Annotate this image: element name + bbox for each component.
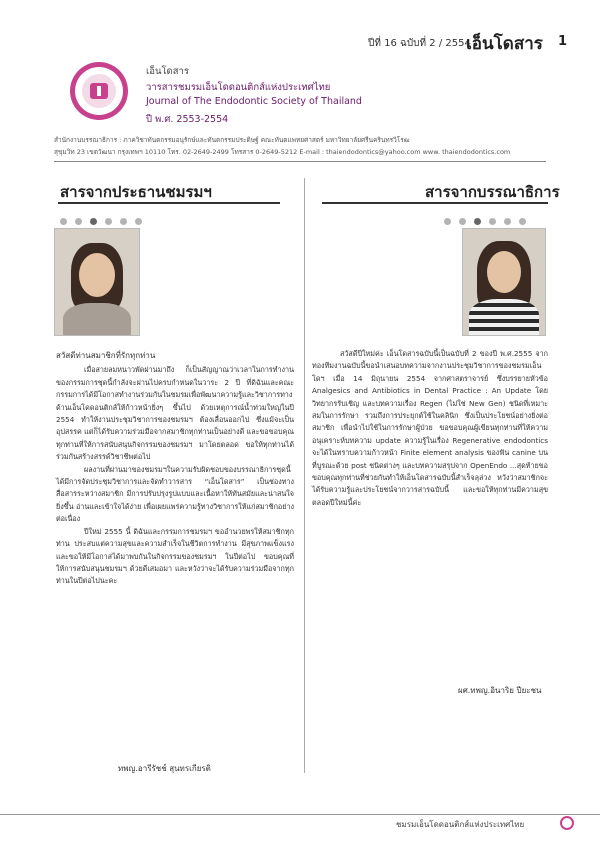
editor-photo <box>462 228 546 336</box>
president-signature: ทพญ.อารีรัชช์ สุนทรเกียรติ <box>118 764 211 773</box>
footer-label: ชมรมเอ็นโดดอนติกส์แห่งประเทศไทย <box>396 820 525 829</box>
page-number: 1 <box>558 34 568 49</box>
address-line-1: สำนักงานบรรณาธิการ : ภาควิชาทันตกรรมอนุรักษ์และทันตกรรมประดิษฐ์ คณะทันตแพทยศาสตร์ มหาวิทยาลัยศรีนครินทรวิโรฒ <box>54 136 410 144</box>
masthead-year: ปี พ.ศ. 2553-2554 <box>146 114 229 125</box>
editor-message-title: สารจากบรรณาธิการ <box>425 183 560 201</box>
journal-name: เอ็นโดสาร <box>466 34 543 54</box>
masthead-title: เอ็นโดสาร <box>146 66 189 77</box>
decorative-dots <box>444 210 534 218</box>
footer-divider <box>0 814 600 815</box>
header-divider <box>54 161 546 162</box>
masthead-org: วารสารชมรมเอ็นโดดอนติกส์แห่งประเทศไทย <box>146 82 331 93</box>
dot <box>519 218 526 225</box>
dot <box>75 218 82 225</box>
decorative-dots <box>60 210 150 218</box>
issue-label: ปีที่ 16 ฉบับที่ 2 / 2554 : <box>368 38 478 49</box>
dot <box>489 218 496 225</box>
dot <box>504 218 511 225</box>
salutation: สวัสดีท่านสมาชิกที่รักทุกท่าน <box>56 351 156 360</box>
section-underline <box>322 202 548 204</box>
dot <box>474 218 481 225</box>
photo-face <box>487 251 521 293</box>
paragraph: ผลงานที่ผ่านมาของชมรมฯในความรับผิดชอบของบรรณาธิการชุดนี้ ได้มีการจัดประชุมวิชาการและจัดทำวารสาร “เอ็นโดสาร” เป็นช่องทางสื่อสารระหว่างสมาชิก มีการปรับปรุงรูปแบบและเนื้อหาให้ทันสมัยและน่าสนใจยิ่งขึ้น อ่านและเข้าใจได้ง่าย เพื่อเผยแพร่ความรู้ทางวิชาการให้แก่สมาชิกอย่างต่อเนื่อง <box>56 464 294 524</box>
president-photo <box>54 228 140 336</box>
editor-message-body <box>312 348 548 509</box>
tooth-icon <box>90 83 108 99</box>
editor-signature: ผศ.ทพญ.อินาริย ปียะชน <box>458 686 542 695</box>
photo-body <box>469 299 539 336</box>
dot <box>135 218 142 225</box>
footer-logo-icon <box>560 816 574 830</box>
paragraph: เมื่อสายลมหนาวพัดผ่านมาถึง ก็เป็นสัญญาณว่าเวลาในการทำงานของกรรมการชุดนี้กำลังจะผ่านไปครบกำหนดในวาระ 2 ปี ที่ดิฉันและคณะกรรมการได้มีโอกาสทำงานร่วมกันในชมรมเพื่อพัฒนาความรู้และวิชาการทางด้านเอ็นโดดอนติกส์ให้ก้าวหน้ายิ่งๆ ขึ้นไป ด้วยเหตุการณ์น้ำท่วมใหญ่ในปี 2554 ทำให้งานประชุมวิชาการของชมรมฯ ต้องเลื่อนออกไป ซึ่งแม้จะเป็นอุปสรรค แต่ก็ได้รับความร่วมมือจากสมาชิกทุกท่านเป็นอย่างดี และขอขอบคุณทุกท่านที่ให้การสนับสนุนกิจกรรมของชมรมฯ มาโดยตลอด ขอให้ทุกท่านได้ร่วมกันสร้างสรรค์วิชาชีพต่อไป <box>56 365 294 462</box>
section-underline <box>58 202 280 204</box>
president-message-title: สารจากประธานชมรมฯ <box>60 183 212 201</box>
paragraph: สวัสดีปีใหม่ค่ะ เอ็นโดสารฉบับนี้เป็นฉบับที่ 2 ของปี พ.ศ.2555 จากทองทีมงานฉบับนี้ขอนำเสนอบทความจากงานประชุมวิชาการของชมรมเอ็นโดฯ เมื่อ 14 มิถุนายน 2554 จากศาสตราจารย์ ซึ่งบรรยายหัวข้อ Analgesics and Antibiotics in Dental Practice : An Update โดยวิทยากรรับเชิญ และบทความเรื่อง Regen (ไม่ใช่ New Gen) ชนิดที่เหมาะสมในการรักษา รวมถึงการประยุกต์ใช้ในคลินิก ซึ่งเป็นประโยชน์อย่างยิ่งต่อสมาชิก เพื่อนำไปใช้ในการรักษาผู้ป่วย ขอขอบคุณผู้เขียนทุกท่านที่ให้ความอนุเคราะห์บทความ update ความรู้ในเรื่อง Regenerative endodontics จะได้ในทราบความก้าวหน้า Finite element analysis ของฟัน canine บน ที่บูรณะด้วย post ชนิดต่างๆ และบทความสรุปจาก OpenEndo ...สุดท้ายขอขอบคุณทุกท่านที่ช่วยกันทำให้เอ็นโดสารฉบับนี้สำเร็จลุล่วง หวังว่าสมาชิกจะได้รับความรู้และประโยชน์จากวารสารฉบับนี้ และขอให้ทุกท่านมีความสุขตลอดปีใหม่นี้ค่ะ <box>312 349 548 507</box>
masthead-title-en: Journal of The Endodontic Society of Thailand <box>146 96 362 107</box>
column-divider <box>304 178 305 773</box>
dot <box>90 218 97 225</box>
president-message-body <box>56 350 294 588</box>
photo-face <box>79 253 115 297</box>
dot <box>459 218 466 225</box>
address-line-2: สุขุมวิท 23 เขตวัฒนา กรุงเทพฯ 10110 โทร. 02-2649-2499 โทรสาร 0-2649-5212 E-mail : thaiendodontics@yahoo.com www. thaiendodontics.com <box>54 148 511 156</box>
dot <box>120 218 127 225</box>
society-logo <box>70 62 128 120</box>
paragraph: ปีใหม่ 2555 นี้ ดิฉันและกรรมการชมรมฯ ขออำนวยพรให้สมาชิกทุกท่าน ประสบแต่ความสุขและความสำเร็จในชีวิตการทำงาน มีสุขภาพแข็งแรง และขอให้มีโอกาสได้มาพบกันในกิจกรรมของชมรมฯ ในปีต่อไป ขอบคุณที่ให้การสนับสนุนชมรมฯ ด้วยดีเสมอมา และหวังว่าจะได้รับความร่วมมือจากทุกท่านในปีต่อไปนะคะ <box>56 526 294 586</box>
photo-body <box>63 303 131 336</box>
dot <box>105 218 112 225</box>
dot <box>60 218 67 225</box>
dot <box>444 218 451 225</box>
